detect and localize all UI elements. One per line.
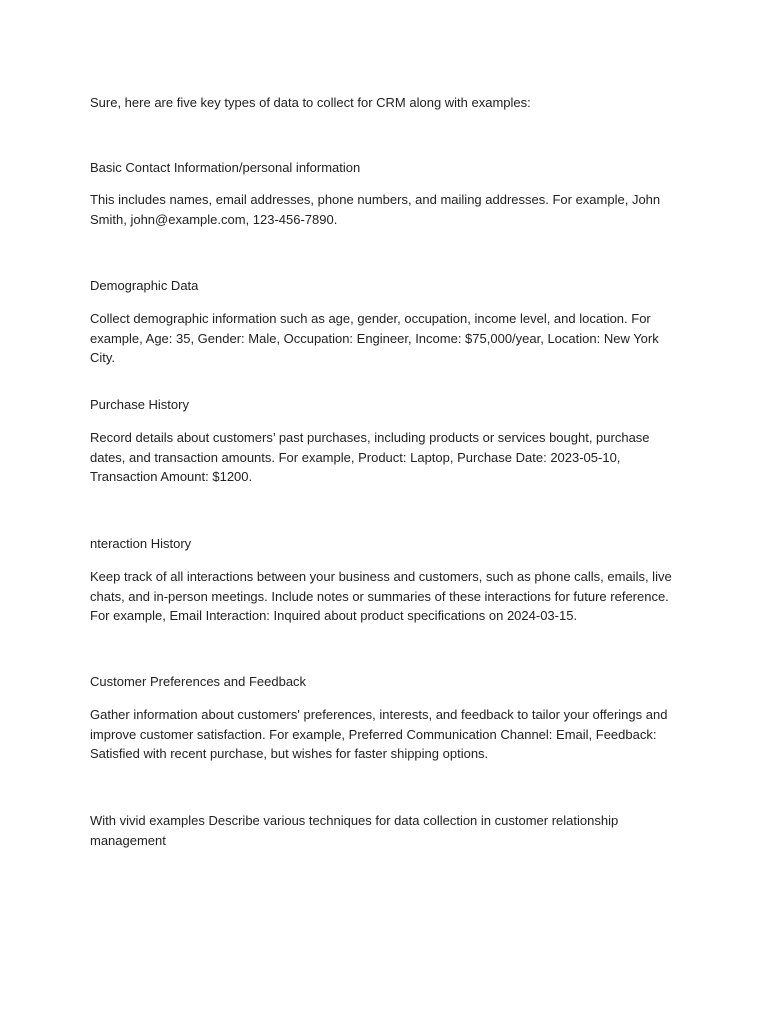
section-heading-interaction-history: nteraction History: [90, 536, 192, 551]
section-heading-contact-information: Basic Contact Information/personal information: [90, 160, 361, 175]
section-body-contact-information: This includes names, email addresses, phone numbers, and mailing addresses. For example, John Smith, john@example.com, 123-456-7890.: [90, 192, 661, 227]
closing-prompt: With vivid examples Describe various techniques for data collection in customer relationship management: [90, 813, 619, 848]
intro-paragraph: Sure, here are five key types of data to collect for CRM along with examples:: [90, 95, 531, 110]
section-body-interaction-history: Keep track of all interactions between your business and customers, such as phone calls, emails, live chats, and in-person meetings. Include notes or summaries of these interactions for future reference. For example, Email Interaction: Inquired about product specifications on 2024-03-15.: [90, 569, 672, 623]
section-body-demographic-data: Collect demographic information such as age, gender, occupation, income level, and location. For example, Age: 35, Gender: Male, Occupation: Engineer, Income: $75,000/year, Location: New York City.: [90, 311, 659, 365]
section-heading-demographic-data: Demographic Data: [90, 278, 199, 293]
section-body-preferences-feedback: Gather information about customers' preferences, interests, and feedback to tailor your offerings and improve customer satisfaction. For example, Preferred Communication Channel: Email, Feedback: Satisfied with recent purchase, but wishes for faster shipping options.: [90, 707, 668, 761]
section-heading-purchase-history: Purchase History: [90, 397, 189, 412]
section-heading-preferences-feedback: Customer Preferences and Feedback: [90, 674, 307, 689]
section-body-purchase-history: Record details about customers’ past purchases, including products or services bought, purchase dates, and transaction amounts. For example, Product: Laptop, Purchase Date: 2023-05-10, Transaction Amount: $1200.: [90, 430, 650, 484]
